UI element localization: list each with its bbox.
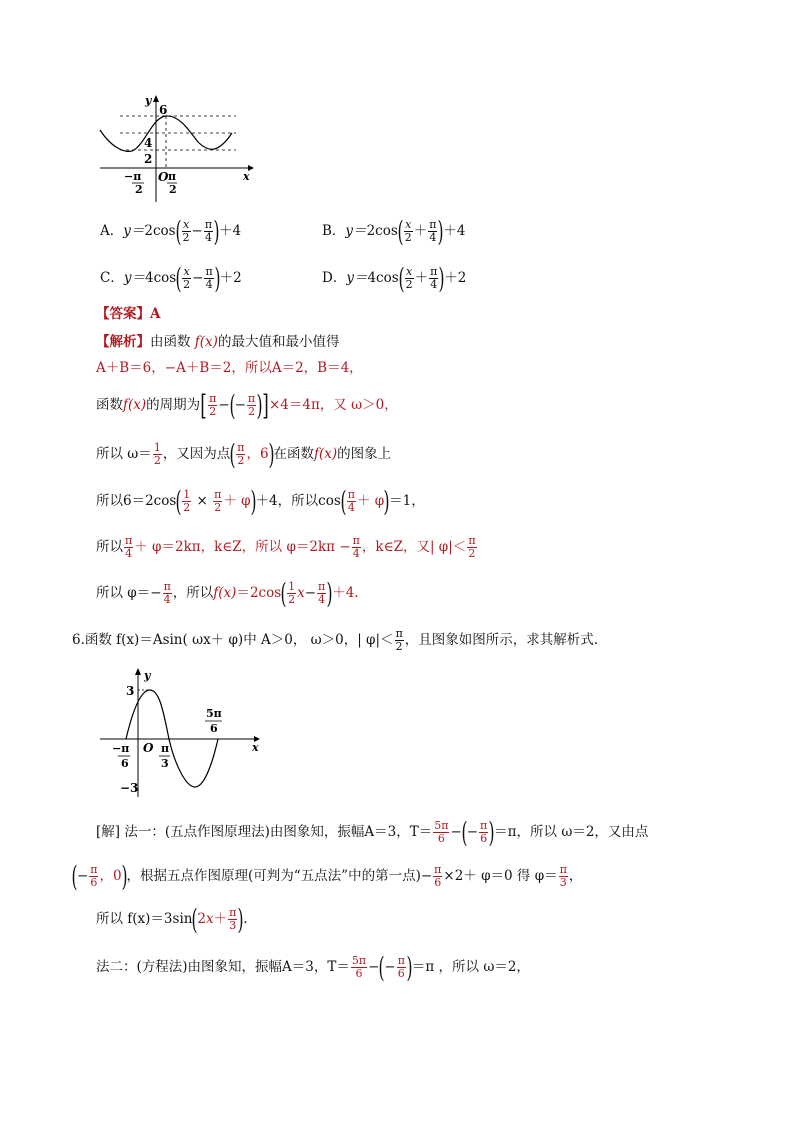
problem-6-stem: 6.函数 f(x)＝Asin( ωx＋ φ)中 A＞0， ω＞0，| φ|＜ $\frac{\pi}{2}$ ，且图象如图所示，求其解析式. [72, 627, 599, 653]
analysis-line-4: 所以 ω＝ $\frac{1}{2}$ ，又因为点( $\frac{\pi}{2}$ ，6)在函数f(x)的图象上 [96, 437, 392, 471]
neg-pi-den: 2 [135, 183, 143, 196]
label-2: 2 [144, 152, 153, 166]
origin-label: O [158, 170, 169, 184]
y-label: y [145, 94, 152, 107]
pi-label: π [161, 742, 170, 755]
neg-pi-label: −π [112, 742, 130, 755]
label-neg3: −3 [120, 781, 139, 795]
origin-label: O [143, 741, 154, 755]
analysis-line-7: 所以 φ＝− $\frac{\pi}{4}$ ，所以f(x)＝2cos( $\frac{1}{2}$ x− $\frac{\pi}{4}$ )＋4. [96, 576, 359, 610]
analysis-line-2: A＋B＝6，−A＋B＝2，所以A＝2，B＝4， [96, 360, 363, 376]
analysis-line-1: 【解析】由函数 f(x)的最大值和最小值得 [96, 334, 340, 350]
neg-pi-den: 6 [121, 757, 129, 770]
pi-den: 2 [169, 183, 177, 196]
analysis-line-3: 函数f(x)的周期为[ $\frac{\pi}{2}$ −(− $\frac{\pi}{2}$ )]×4＝4π，又 ω＞0， [96, 388, 398, 422]
analysis-line-6: 所以 $\frac{\pi}{4}$ ＋ φ＝2kπ，k∈Z，所以 φ＝2kπ − $\frac{\pi}{4}$ ，k∈Z，又| φ|＜ $\frac{\pi}{2}$ [96, 534, 476, 560]
y-axis-arrow [135, 668, 141, 675]
label-3: 3 [126, 684, 135, 698]
x-label: x [243, 170, 250, 183]
y-label: y [144, 669, 151, 682]
option-b: B．y＝2cos( $\frac{x}{2}$ ＋ $\frac{\pi}{4}$ )＋4 [322, 214, 466, 248]
option-d: D．y＝4cos( $\frac{x}{2}$ ＋ $\frac{\pi}{4}$ )＋2 [322, 261, 467, 295]
cosine-graph [98, 92, 258, 204]
option-c: C．y＝4cos( $\frac{x}{2}$ − $\frac{\pi}{4}$ )＋2 [100, 261, 242, 295]
solution-line-3: 所以 f(x)＝3sin(2x＋ $\frac{\pi}{3}$ ). [96, 902, 248, 936]
sine-graph [98, 665, 268, 800]
answer-label: 【答案】A [96, 306, 161, 322]
solution-line-1: [解] 法一：(五点作图原理法)由图象知，振幅A＝3，T＝ $\frac{5\pi}{6}$ −(− $\frac{\pi}{6}$ )＝π，所以 ω＝2，又由点 [96, 815, 649, 849]
pi-label: π [168, 170, 177, 183]
neg-pi-label: −π [124, 170, 142, 183]
x-label: x [252, 741, 259, 754]
label-4: 4 [144, 136, 153, 150]
y-axis-arrow [153, 95, 159, 102]
five-pi-den: 6 [210, 722, 218, 735]
analysis-line-5: 所以6＝2cos( $\frac{1}{2}$ × $\frac{\pi}{2}$ ＋ φ)＋4，所以cos( $\frac{\pi}{4}$ ＋ φ)＝1， [96, 484, 425, 518]
pi-den: 3 [161, 757, 169, 770]
option-a: A．y＝2cos( $\frac{x}{2}$ − $\frac{\pi}{4}$ )＋4 [100, 214, 242, 248]
solution-line-4: 法二：(方程法)由图象知，振幅A＝3，T＝ $\frac{5\pi}{6}$ −(− $\frac{\pi}{6}$ )＝π ，所以 ω＝2， [96, 950, 530, 984]
five-pi-label: 5π [206, 707, 222, 720]
label-6: 6 [159, 103, 168, 117]
solution-line-2: (− $\frac{\pi}{6}$ ，0)，根据五点作图原理(可判为“五点法”中的第一点)− $\frac{\pi}{6}$ ×2＋ φ＝0 得 φ＝ $\frac{\pi}{3}$ ， [71, 859, 583, 893]
